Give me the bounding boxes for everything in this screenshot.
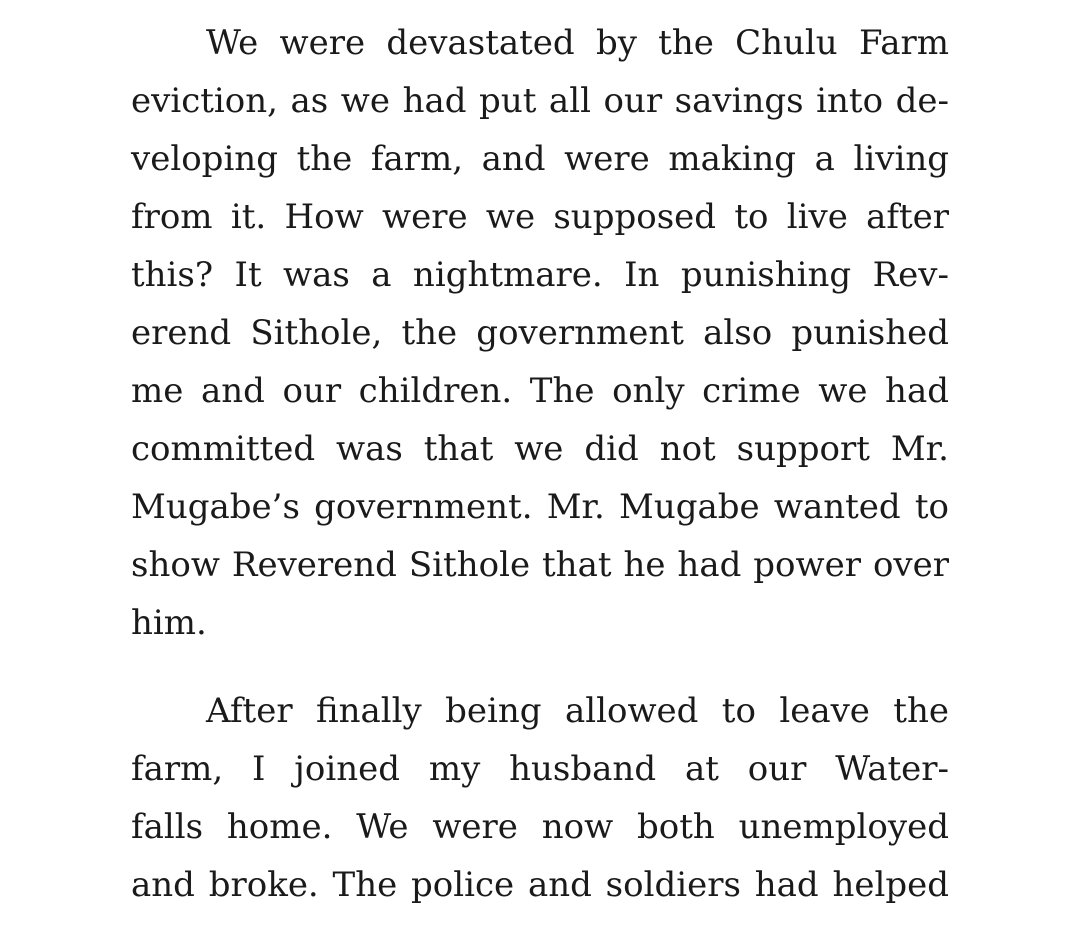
paragraph-1 xyxy=(131,14,949,652)
text-line: We were devastated by the Chulu Farm xyxy=(206,23,949,63)
text-line: him. xyxy=(131,603,207,643)
text-line: and broke. The police and soldiers had helped xyxy=(131,865,949,905)
paragraph-2 xyxy=(131,682,949,914)
text-line: erend Sithole, the government also punished xyxy=(131,313,949,353)
text-line: eviction, as we had put all our savings into de- xyxy=(131,81,949,121)
document-page xyxy=(131,14,949,914)
text-line: farm, I joined my husband at our Water- xyxy=(131,749,949,789)
text-line: me and our children. The only crime we had xyxy=(131,371,949,411)
text-line: falls home. We were now both unemployed xyxy=(131,807,949,847)
text-line: veloping the farm, and were making a living xyxy=(131,139,949,179)
text-line: from it. How were we supposed to live after xyxy=(131,197,949,237)
text-line: committed was that we did not support Mr. xyxy=(131,429,949,469)
text-line: show Reverend Sithole that he had power over xyxy=(131,545,949,585)
text-line: Mugabe’s government. Mr. Mugabe wanted to xyxy=(131,487,949,527)
text-line: this? It was a nightmare. In punishing Rev- xyxy=(131,255,949,295)
text-line: After finally being allowed to leave the xyxy=(206,691,949,731)
